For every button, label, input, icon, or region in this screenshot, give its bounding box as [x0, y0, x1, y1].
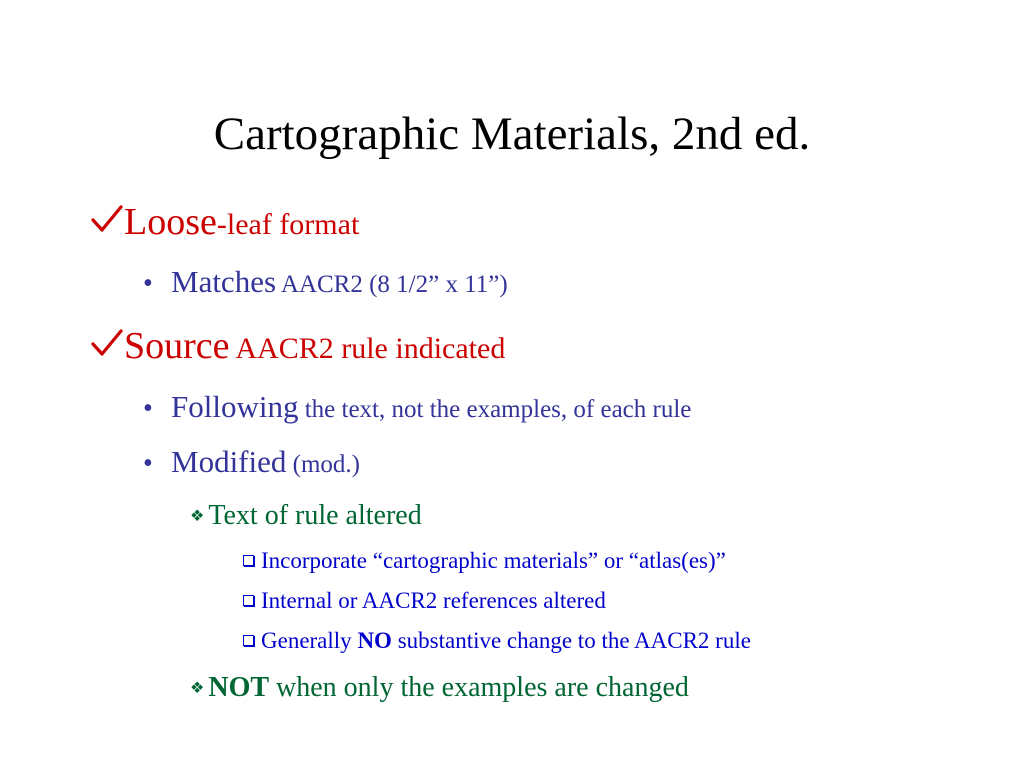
bullet-matches	[143, 264, 508, 300]
internal-text: Internal or AACR2 references altered	[261, 588, 606, 613]
square-icon	[243, 635, 254, 646]
bullet-icon: •	[143, 393, 153, 424]
modified-rest: (mod.)	[286, 451, 360, 478]
slide-title: Cartographic Materials, 2nd ed.	[213, 108, 811, 160]
generally-bold: NO	[357, 628, 392, 653]
bullet-loose-leaf	[90, 200, 359, 244]
generally-pre: Generally	[261, 628, 358, 653]
bullet-modified	[143, 444, 360, 480]
following-lead: Following	[171, 389, 299, 424]
square-icon	[243, 595, 254, 606]
source-rest: AACR2 rule indicated	[229, 332, 506, 365]
bullet-source	[90, 324, 505, 368]
text-altered-text: Text of rule altered	[208, 500, 422, 531]
bullet-internal	[243, 588, 606, 614]
not-changed-bold: NOT	[208, 672, 270, 703]
not-changed-post: when only the examples are changed	[269, 672, 689, 703]
diamond-icon: ❖	[190, 508, 205, 525]
diamond-icon: ❖	[190, 680, 205, 697]
incorporate-text: Incorporate “cartographic materials” or “atlas(es)”	[261, 548, 726, 573]
bullet-generally	[243, 628, 751, 654]
modified-lead: Modified	[171, 444, 287, 479]
square-icon	[243, 555, 254, 566]
bullet-icon: •	[143, 268, 153, 299]
bullet-not-changed	[190, 672, 689, 704]
loose-rest: -leaf format	[216, 208, 360, 241]
bullet-following	[143, 389, 691, 425]
matches-rest: AACR2 (8 1/2” x 11”)	[276, 271, 508, 298]
following-rest: the text, not the examples, of each rule	[298, 396, 692, 423]
generally-post: substantive change to the AACR2 rule	[391, 628, 751, 653]
matches-lead: Matches	[171, 264, 277, 299]
bullet-icon: •	[143, 448, 153, 479]
checkmark-icon	[90, 328, 124, 358]
bullet-text-altered	[190, 500, 422, 532]
source-lead: Source	[124, 325, 230, 367]
bullet-incorporate	[243, 548, 726, 574]
checkmark-icon	[90, 204, 124, 234]
loose-lead: Loose	[124, 201, 217, 243]
